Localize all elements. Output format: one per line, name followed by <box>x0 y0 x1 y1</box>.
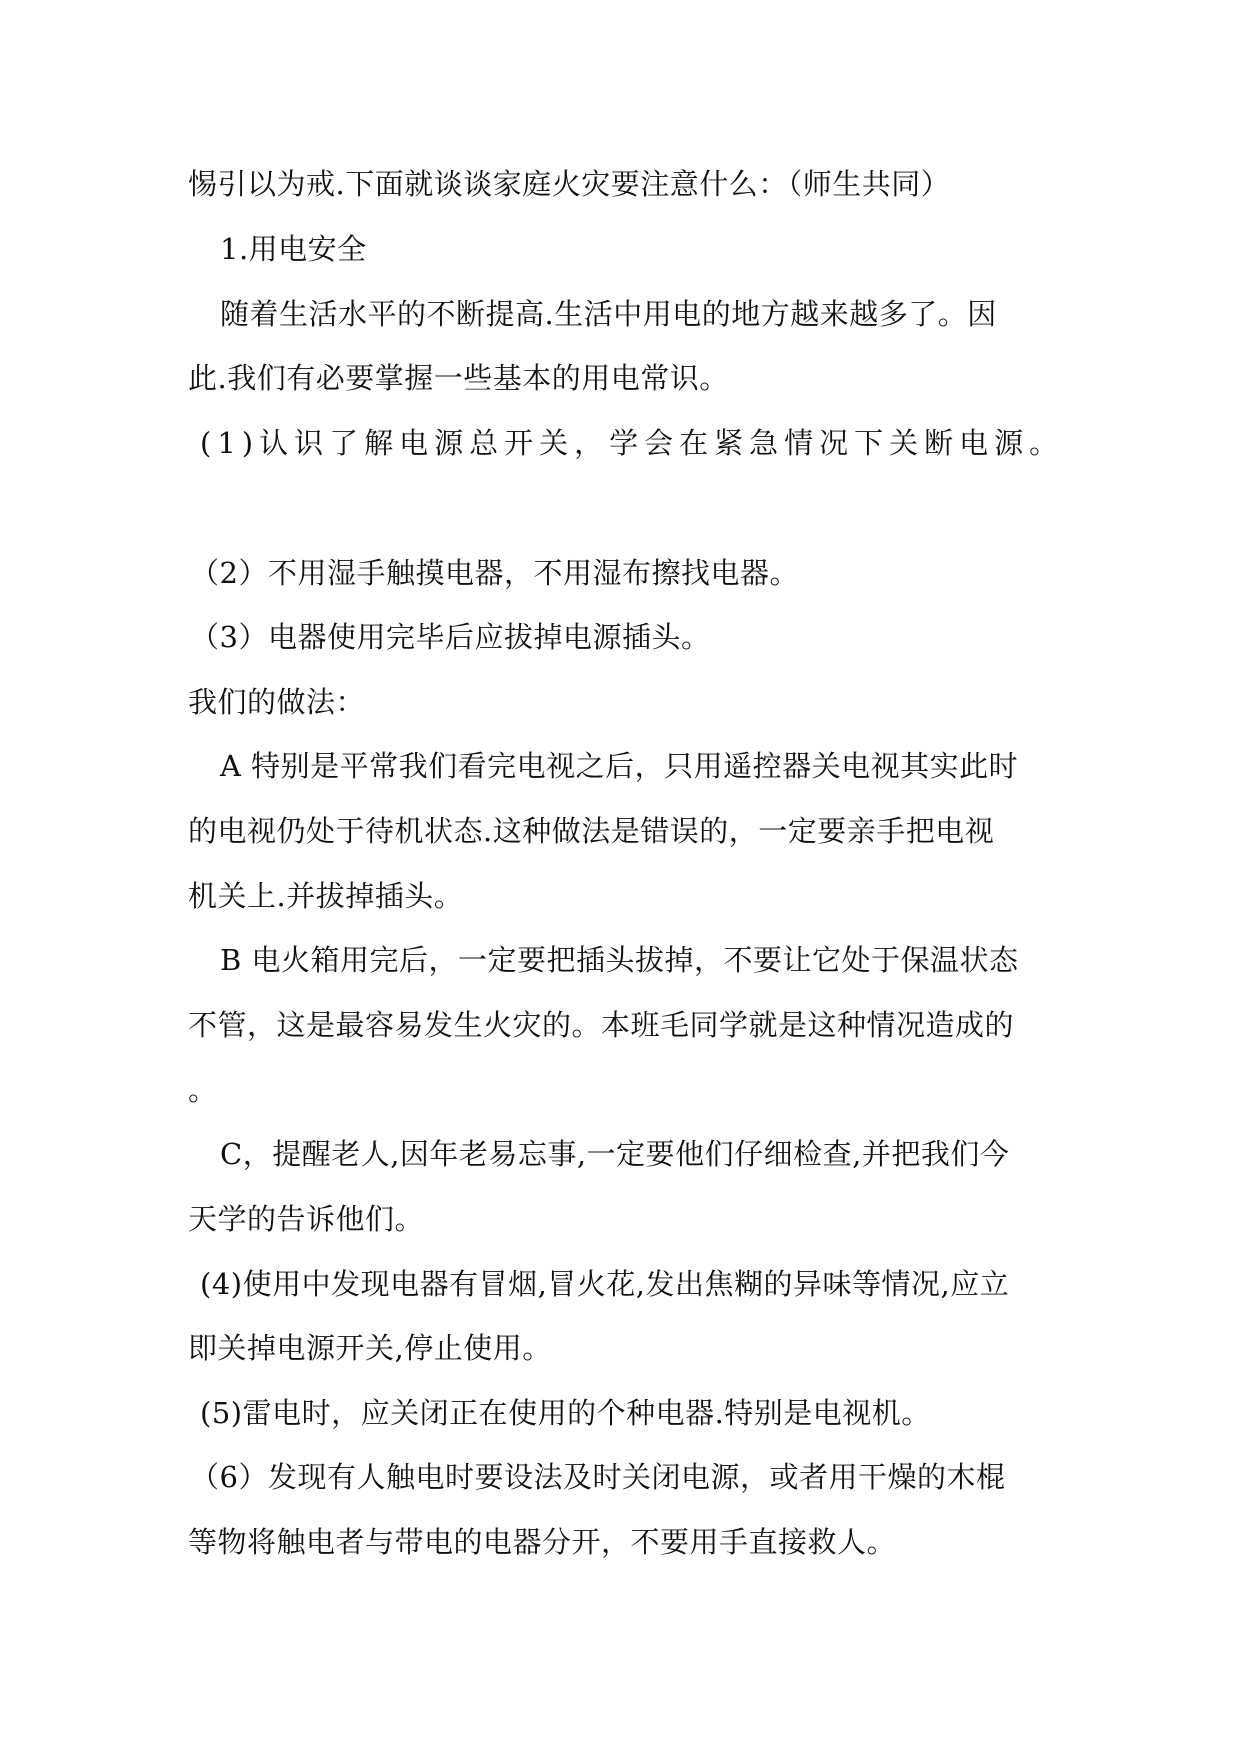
paragraph-line: 即关掉电源开关,停止使用。 <box>188 1331 552 1365</box>
list-item: (1)认识了解电源总开关，学会在紧急情况下关断电源。 <box>200 426 1065 460</box>
paragraph-line: A 特别是平常我们看完电视之后，只用遥控器关电视其实此时 <box>220 749 1019 783</box>
paragraph-line: 随着生活水平的不断提高.生活中用电的地方越来越多了。因 <box>220 297 997 331</box>
list-item: （2）不用湿手触摸电器，不用湿布擦找电器。 <box>190 556 799 590</box>
paragraph-line: C，提醒老人,因年老易忘事,一定要他们仔细检查,并把我们今 <box>220 1137 1010 1171</box>
paragraph-line: 天学的告诉他们。 <box>188 1202 425 1236</box>
list-item: (5)雷电时，应关闭正在使用的个种电器.特别是电视机。 <box>200 1396 931 1430</box>
paragraph-line: 此.我们有必要掌握一些基本的用电常识。 <box>188 361 729 395</box>
list-item: （3）电器使用完毕后应拔掉电源插头。 <box>190 620 711 654</box>
list-item: (4)使用中发现电器有冒烟,冒火花,发出焦糊的异味等情况,应立 <box>200 1267 1010 1301</box>
list-item: （6）发现有人触电时要设法及时关闭电源，或者用干燥的木棍 <box>190 1460 1006 1494</box>
paragraph-line: 的电视仍处于待机状态.这种做法是错误的，一定要亲手把电视 <box>188 814 995 848</box>
paragraph-line: 。 <box>188 1073 218 1107</box>
paragraph-line: B 电火箱用完后，一定要把插头拔掉，不要让它处于保温状态 <box>220 943 1019 977</box>
section-heading: 1.用电安全 <box>220 232 367 266</box>
paragraph-line: 机关上.并拔掉插头。 <box>188 879 464 913</box>
paragraph-line: 惕引以为戒.下面就谈谈家庭火灾要注意什么：（师生共同） <box>188 167 951 201</box>
paragraph-line: 等物将触电者与带电的电器分开，不要用手直接救人。 <box>188 1525 897 1559</box>
subheading: 我们的做法： <box>188 685 366 719</box>
paragraph-line: 不管，这是最容易发生火灾的。本班毛同学就是这种情况造成的 <box>188 1008 1015 1042</box>
